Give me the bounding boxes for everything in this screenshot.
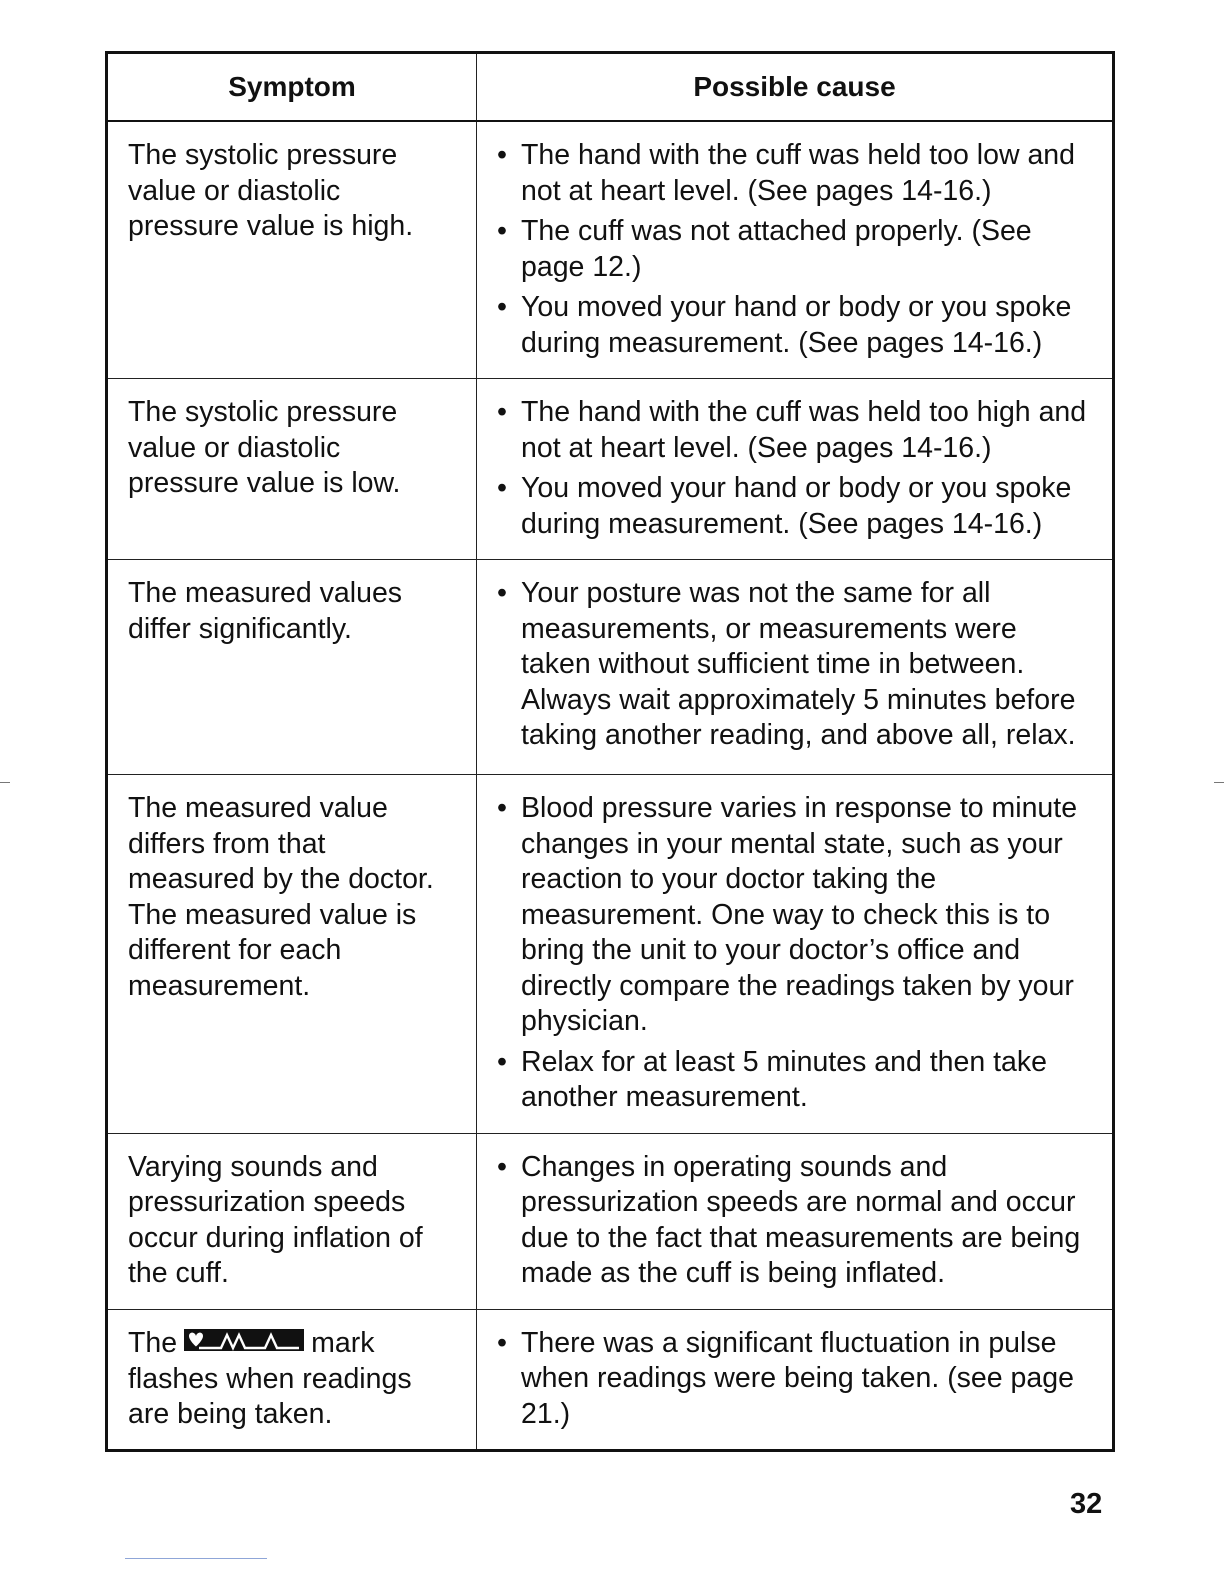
cause-list	[497, 791, 1094, 1116]
cause-item: • The cuff was not attached properly. (See page 12.)	[497, 214, 1094, 285]
bottom-rule	[125, 1558, 267, 1559]
cause-cell	[477, 1133, 1114, 1309]
heart-pulse-icon	[183, 1326, 305, 1362]
cause-cell	[477, 121, 1114, 379]
symptom-text-pre: The	[128, 1326, 178, 1359]
table-row	[107, 121, 1114, 379]
cause-item: • The hand with the cuff was held too low and not at heart level. (See pages 14-16.)	[497, 138, 1094, 209]
cause-cell	[477, 1309, 1114, 1451]
symptom-cell: The measured values differ significantly.	[107, 560, 477, 775]
symptom-cell: The systolic pressure value or diastolic pressure value is high.	[107, 121, 477, 379]
cause-list	[497, 395, 1094, 542]
troubleshooting-table	[105, 51, 1115, 1452]
symptom-cell: Varying sounds and pressurization speeds occur during inflation of the cuff.	[107, 1133, 477, 1309]
possible-cause-header: Possible cause	[477, 53, 1114, 122]
cause-item: • The hand with the cuff was held too high and not at heart level. (See pages 14-16.)	[497, 395, 1094, 466]
page-number: 32	[1070, 1488, 1103, 1520]
cause-cell	[477, 379, 1114, 560]
cause-list	[497, 1150, 1094, 1292]
symptom-cell: The measured value differs from that measured by the doctor. The measured value is different for each measurement.	[107, 775, 477, 1134]
table-row	[107, 775, 1114, 1134]
cause-list	[497, 1326, 1094, 1433]
cause-list	[497, 138, 1094, 361]
cause-cell	[477, 560, 1114, 775]
symptom-cell: The systolic pressure value or diastolic pressure value is low.	[107, 379, 477, 560]
symptom-text-post: mark flashes when readings are being taken.	[128, 1326, 412, 1431]
table-header-row	[107, 53, 1114, 122]
cause-item: • You moved your hand or body or you spoke during measurement. (See pages 14-16.)	[497, 471, 1094, 542]
table-row	[107, 560, 1114, 775]
cause-item: • Blood pressure varies in response to minute changes in your mental state, such as your reaction to your doctor taking the measurement. One way to check this is to bring the unit to your doctor’s office and directly compare the readings taken by your physician.	[497, 791, 1094, 1040]
cause-item: • Relax for at least 5 minutes and then take another measurement.	[497, 1045, 1094, 1116]
crop-mark-left	[0, 782, 10, 783]
table-row	[107, 1309, 1114, 1451]
cause-item: • Changes in operating sounds and pressurization speeds are normal and occur due to the fact that measurements are being made as the cuff is being inflated.	[497, 1150, 1094, 1292]
symptom-cell	[107, 1309, 477, 1451]
cause-item: • Your posture was not the same for all measurements, or measurements were taken without sufficient time in between. Always wait approximately 5 minutes before taking another reading, and above all, relax.	[497, 576, 1094, 754]
crop-mark-right	[1214, 782, 1224, 783]
cause-list	[497, 576, 1094, 754]
table-row	[107, 1133, 1114, 1309]
cause-item: • You moved your hand or body or you spoke during measurement. (See pages 14-16.)	[497, 290, 1094, 361]
symptom-header: Symptom	[107, 53, 477, 122]
table-row	[107, 379, 1114, 560]
cause-cell	[477, 775, 1114, 1134]
cause-item: • There was a significant fluctuation in pulse when readings were being taken. (see page 21.)	[497, 1326, 1094, 1433]
